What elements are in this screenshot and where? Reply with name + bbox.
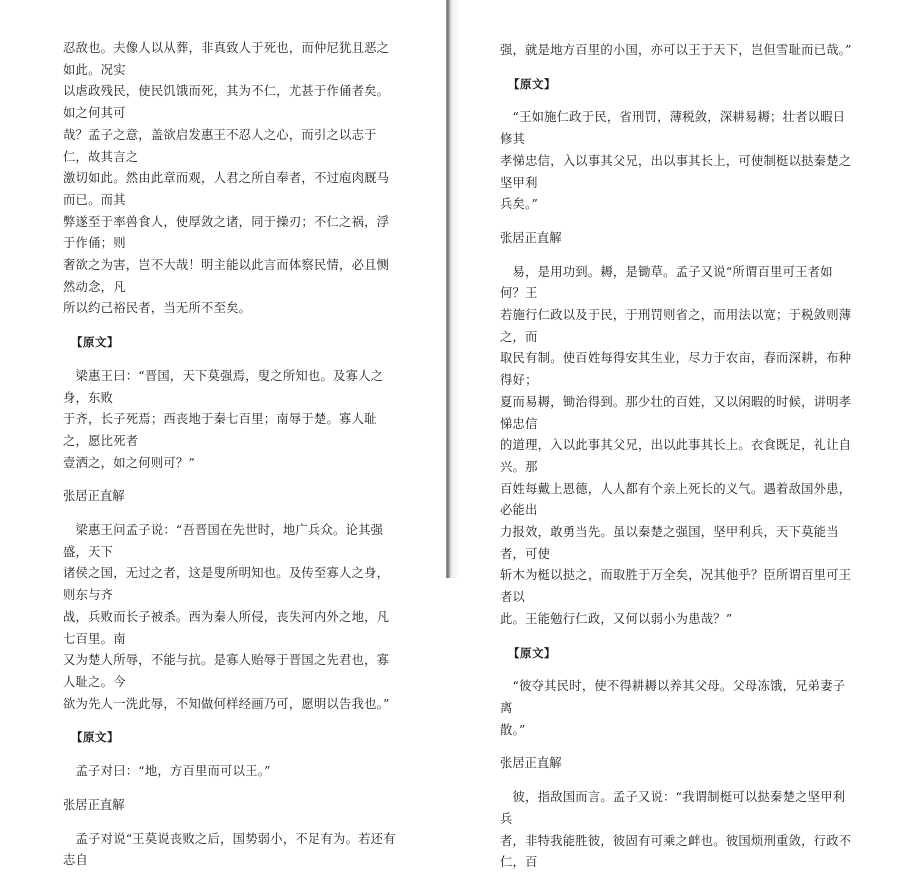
text-line: 欲为先人一洗此辱，不知做何样经画乃可，愿明以告我也。” xyxy=(63,696,390,711)
block-gap xyxy=(63,354,396,366)
text-line: 所以约己裕民者，当无所不至矣。 xyxy=(63,301,252,316)
paragraph xyxy=(63,829,396,872)
text-line: 散。” xyxy=(500,722,526,737)
paragraph xyxy=(500,107,855,216)
text-line: 忍敌也。夫像人以从葬，非真致人于死也，而仲尼犹且恶之如此。况实 xyxy=(63,41,390,77)
block-gap xyxy=(500,775,855,787)
text-line: 战，兵败而长子被杀。西为秦人所侵，丧失河内外之地，凡七百里。南 xyxy=(63,609,390,646)
text-line: “王如施仁政于民，省刑罚，薄税敛，深耕易耨；壮者以暇日修其 xyxy=(500,110,846,147)
paragraph xyxy=(63,38,396,320)
block-gap xyxy=(63,320,396,332)
text-line: 取民有制。使百姓每得安其生业，尽力于农亩，春而深耕，布种得好； xyxy=(500,351,852,388)
text-line: 此。王能勉行仁政，又何以弱小为患哉？” xyxy=(500,611,733,626)
block-gap xyxy=(500,95,855,107)
text-line: 者，非特我能胜彼，彼固有可乘之衅也。彼国烦刑重敛，行政不仁，百 xyxy=(500,833,852,870)
text-line: 激切如此。然由此章而观，人君之所自奉者，不过庖肉厩马而已。而其 xyxy=(63,171,390,207)
block-gap xyxy=(63,474,396,486)
block-gap xyxy=(500,250,855,262)
section-subheading-commentary: 张居正直解 xyxy=(63,797,125,812)
paragraph xyxy=(500,787,855,874)
text-line: 梁惠王曰：“晋国，天下莫强焉，叟之所知也。及寡人之身，东败 xyxy=(63,368,384,405)
text-line: 壹洒之，如之何则可？” xyxy=(63,455,196,470)
text-line: 又为楚人所辱，不能与抗。是寡人贻辱于晋国之先君也，寡人耻之。今 xyxy=(63,653,390,689)
block-gap xyxy=(63,749,396,761)
paragraph xyxy=(500,676,855,741)
text-line: 孟子对曰：“地，方百里而可以王。” xyxy=(63,764,271,779)
text-line: 奢欲之为害，岂不大哉！明主能以此言而体察民情，必且恻然动念，凡 xyxy=(63,258,390,294)
text-line: 若施行仁政以及于民，于刑罚则省之，而用法以宽；于税敛则薄之，而 xyxy=(500,308,852,344)
text-line: 彼，指敌国而言。孟子又说：“我谓制梃可以挞秦楚之坚甲利兵 xyxy=(500,790,846,826)
text-line: 易，是用功到。耨，是锄草。孟子又说“所谓百里可王者如何？王 xyxy=(500,264,833,301)
text-line: 诸侯之国，无过之者，这是叟所明知也。及传至寡人之身，则东与齐 xyxy=(63,566,390,603)
block-gap xyxy=(500,631,855,643)
text-line: “彼夺其民时，使不得耕耨以养其父母。父母冻饿，兄弟妻子离 xyxy=(500,679,846,715)
section-subheading-commentary: 张居正直解 xyxy=(63,489,125,504)
text-line: 哉？孟子之意，盖欲启发惠王不忍人之心，而引之以志于仁，故其言之 xyxy=(63,127,377,164)
text-line: 夏而易耨，锄治得到。那少壮的百姓，又以闲暇的时候，讲明孝悌忠信 xyxy=(500,394,852,431)
text-line: 孟子对说“王莫说丧败之后，国势弱小，不足有为。若还有志自 xyxy=(63,831,396,868)
paragraph xyxy=(500,40,855,62)
text-line: 强，就是地方百里的小国，亦可以王于天下，岂但雪耻而已哉。” xyxy=(500,43,852,57)
left-page xyxy=(0,0,446,868)
block-gap xyxy=(63,817,396,829)
paragraph xyxy=(63,761,396,783)
block-gap xyxy=(500,62,855,74)
text-line: 百姓每戴上恩德，人人都有个亲上死长的义气。遇着敌国外患，必能出 xyxy=(500,481,852,518)
block-gap xyxy=(63,508,396,520)
text-line: 斩木为梃以挞之，而取胜于万全矣，况其他乎？臣所谓百里可王者以 xyxy=(500,568,852,605)
right-page xyxy=(452,0,900,870)
paragraph xyxy=(63,520,396,715)
block-gap xyxy=(63,715,396,727)
section-heading-original-text: 【原文】 xyxy=(508,76,556,91)
paragraph xyxy=(500,262,855,631)
text-line: 弊遂至于率兽食人，使厚敛之诸，同于操刃；不仁之祸，浮于作俑；则 xyxy=(63,214,390,251)
block-gap xyxy=(63,783,396,795)
text-line: 力报效，敢勇当先。虽以秦楚之强国，坚甲利兵，天下莫能当者，可使 xyxy=(500,525,839,561)
section-subheading-commentary: 张居正直解 xyxy=(500,230,562,245)
paragraph xyxy=(63,366,396,475)
text-line: 兵矣。” xyxy=(500,197,539,212)
block-gap xyxy=(500,664,855,676)
section-heading-original-text: 【原文】 xyxy=(508,645,556,660)
text-line: 以虐政残民，使民饥饿而死，其为不仁，尤甚于作俑者矣。如之何其可 xyxy=(63,84,390,121)
section-subheading-commentary: 张居正直解 xyxy=(500,756,562,771)
block-gap xyxy=(500,216,855,228)
text-line: 孝悌忠信，入以事其父兄，出以事其长上，可使制梃以挞秦楚之坚甲利 xyxy=(500,153,852,190)
section-heading-original-text: 【原文】 xyxy=(71,730,119,745)
text-line: 梁惠王问孟子说：“吾晋国在先世时，地广兵众。论其强盛，天下 xyxy=(63,523,384,559)
section-heading-original-text: 【原文】 xyxy=(71,335,119,350)
block-gap xyxy=(500,741,855,753)
text-line: 的道理，入以此事其父兄，出以此事其长上。衣食既足，礼让自兴。那 xyxy=(500,438,852,474)
text-line: 于齐，长子死焉；西丧地于秦七百里；南辱于楚。寡人耻之，愿比死者 xyxy=(63,412,377,448)
